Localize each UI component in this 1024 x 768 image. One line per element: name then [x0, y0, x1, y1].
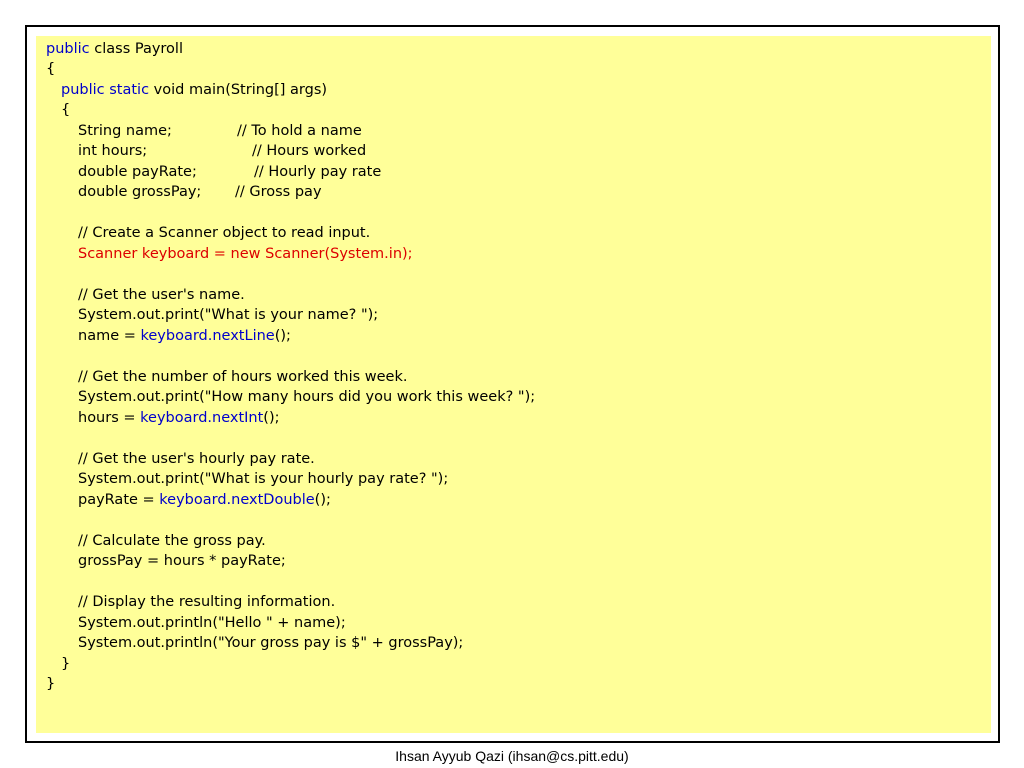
code-line-10	[78, 223, 370, 243]
code-text: {	[46, 61, 56, 77]
code-text: hours =	[78, 410, 141, 426]
code-text: System.out.print("How many hours did you work this week? ");	[78, 389, 536, 405]
slide-frame	[25, 25, 1000, 743]
code-text: System.out.println("Hello " + name);	[78, 615, 346, 631]
code-line-14	[78, 305, 378, 325]
code-line-3	[61, 80, 327, 100]
code-text: name =	[78, 328, 141, 344]
footer-author: Ihsan Ayyub Qazi (ihsan@cs.pitt.edu)	[395, 748, 629, 764]
code-line-17	[78, 367, 407, 387]
method-call-nextline: keyboard.nextLine	[140, 328, 275, 344]
code-line-4	[61, 100, 70, 120]
code-comment: // Display the resulting information.	[78, 594, 336, 610]
code-comment: // Get the number of hours worked this week.	[78, 369, 408, 385]
code-line-1	[46, 39, 183, 59]
code-line-11	[78, 244, 413, 264]
code-text: class Payroll	[89, 41, 183, 57]
code-line-26	[78, 551, 286, 571]
code-text: double grossPay;	[78, 184, 202, 200]
code-text: }	[61, 656, 71, 672]
code-line-23	[78, 490, 331, 510]
code-text: grossPay = hours * payRate;	[78, 553, 286, 569]
code-text: {	[61, 102, 71, 118]
code-comment: // Calculate the gross pay.	[78, 533, 266, 549]
code-text: System.out.print("What is your hourly pay rate? ");	[78, 471, 449, 487]
code-line-21	[78, 449, 315, 469]
code-line-15	[78, 326, 291, 346]
method-call-nextint: keyboard.nextInt	[140, 410, 264, 426]
code-line-18	[78, 387, 535, 407]
code-line-13	[78, 285, 245, 305]
code-text: String name;	[78, 123, 172, 139]
code-line-5	[78, 121, 478, 141]
code-text: void main(String[] args)	[149, 82, 328, 98]
code-line-29	[78, 613, 346, 633]
code-line-22	[78, 469, 448, 489]
code-line-25	[78, 531, 266, 551]
code-text: }	[46, 676, 56, 692]
code-line-28	[78, 592, 335, 612]
code-comment: // Get the user's hourly pay rate.	[78, 451, 315, 467]
code-line-7	[78, 162, 478, 182]
code-text: System.out.print("What is your name? ");	[78, 307, 379, 323]
keyword-static: static	[109, 82, 150, 98]
code-line-19	[78, 408, 279, 428]
code-line-32	[46, 674, 55, 694]
method-call-nextdouble: keyboard.nextDouble	[159, 492, 315, 508]
code-listing-panel	[36, 36, 991, 733]
code-text: int hours;	[78, 143, 148, 159]
keyword-public: public	[46, 41, 90, 57]
code-text: double payRate;	[78, 164, 197, 180]
highlighted-scanner-line: Scanner keyboard = new Scanner(System.in);	[78, 246, 413, 262]
code-text: System.out.println("Your gross pay is $" + grossPay);	[78, 635, 464, 651]
code-comment: // Get the user's name.	[78, 287, 245, 303]
code-comment: // Create a Scanner object to read input.	[78, 225, 371, 241]
code-comment: // Hourly pay rate	[254, 164, 382, 180]
code-comment: // Gross pay	[235, 184, 322, 200]
code-line-8	[78, 182, 478, 202]
code-text: ();	[274, 328, 291, 344]
code-text: ();	[263, 410, 280, 426]
code-line-31	[61, 654, 70, 674]
code-line-30	[78, 633, 463, 653]
code-line-6	[78, 141, 478, 161]
code-comment: // Hours worked	[252, 143, 367, 159]
code-text: payRate =	[78, 492, 160, 508]
keyword-public: public	[61, 82, 105, 98]
code-line-2	[46, 59, 55, 79]
code-text: ();	[314, 492, 331, 508]
code-comment: // To hold a name	[237, 123, 362, 139]
